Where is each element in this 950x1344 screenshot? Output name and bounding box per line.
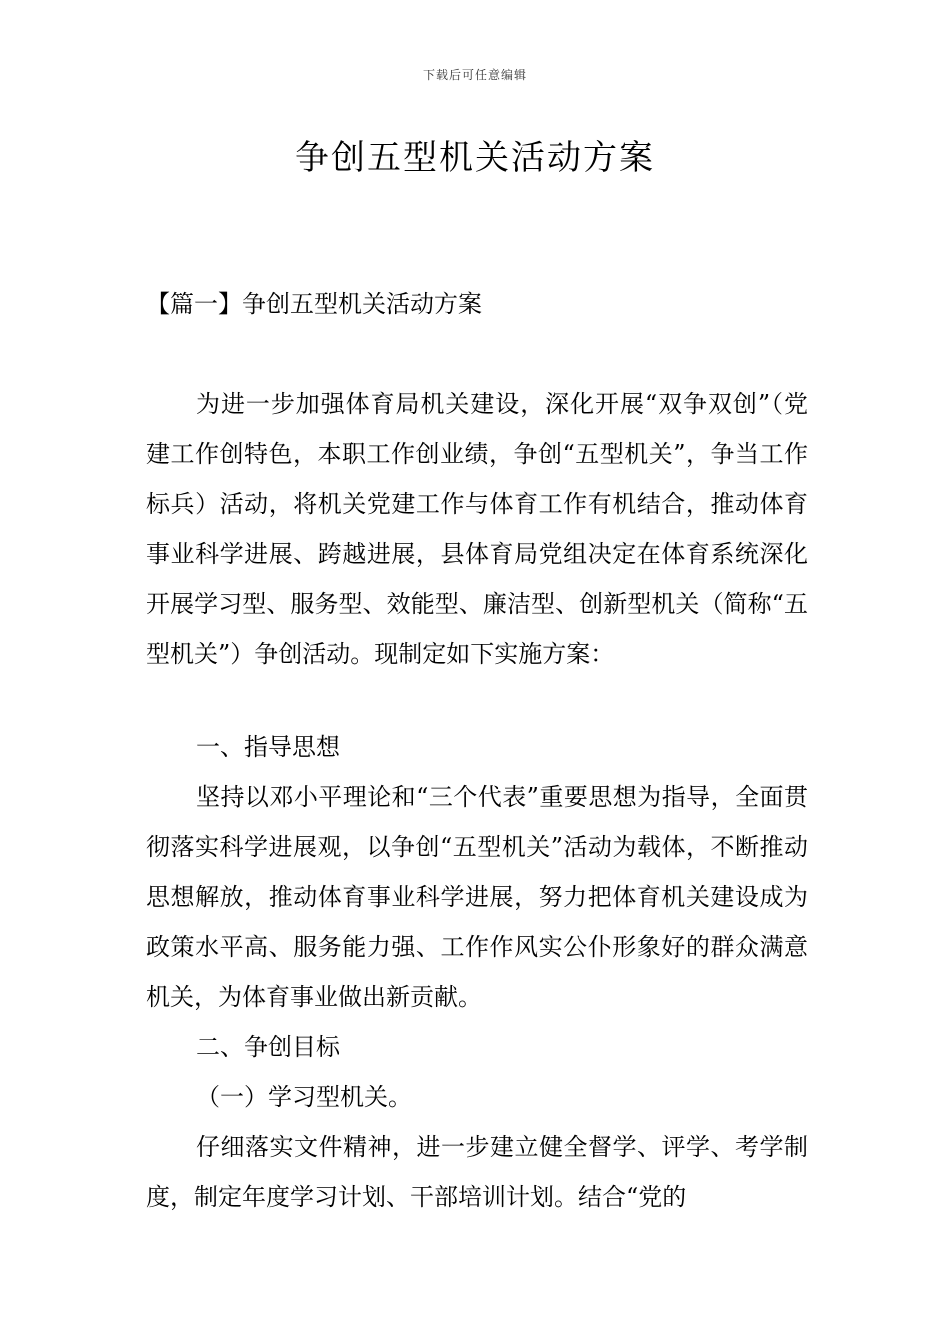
paragraph-intro — [146, 379, 808, 679]
heading-goals — [146, 1022, 808, 1072]
heading-guiding-ideology — [146, 722, 808, 772]
paragraph-text: 二、争创目标 — [196, 1033, 340, 1061]
section-heading: 【篇一】争创五型机关活动方案 — [146, 290, 482, 318]
paragraph-text: 仔细落实文件精神，进一步建立健全督学、评学、考学制度，制定年度学习计划、干部培训计划。结合“党的 — [146, 1133, 808, 1211]
paragraph-text: （一）学习型机关。 — [196, 1083, 412, 1111]
header-note: 下载后可任意编辑 — [422, 68, 527, 82]
paragraph-text: 为进一步加强体育局机关建设，深化开展“双争双创”（党建工作创特色，本职工作创业绩，争创“五型机关”，争当工作标兵）活动，将机关党建工作与体育工作有机结合，推动体育事业科学进展、跨越进展，县体育局党组决定在体育系统深化开展学习型、服务型、效能型、廉洁型、创新型机关（简称“五型机关”）争创活动。现制定如下实施方案： — [146, 390, 808, 668]
paragraph-learning-organ — [146, 1122, 808, 1222]
paragraph-guiding-ideology — [146, 772, 808, 1022]
paragraph-text: 坚持以邓小平理论和“三个代表”重要思想为指导，全面贯彻落实科学进展观，以争创“五型机关”活动为载体，不断推动思想解放，推动体育事业科学进展，努力把体育机关建设成为政策水平高、服务能力强、工作作风实公仆形象好的群众满意机关，为体育事业做出新贡献。 — [146, 783, 808, 1011]
document-title: 争创五型机关活动方案 — [295, 138, 655, 178]
subheading-learning-organ — [146, 1072, 808, 1122]
paragraph-text: 一、指导思想 — [196, 733, 340, 761]
